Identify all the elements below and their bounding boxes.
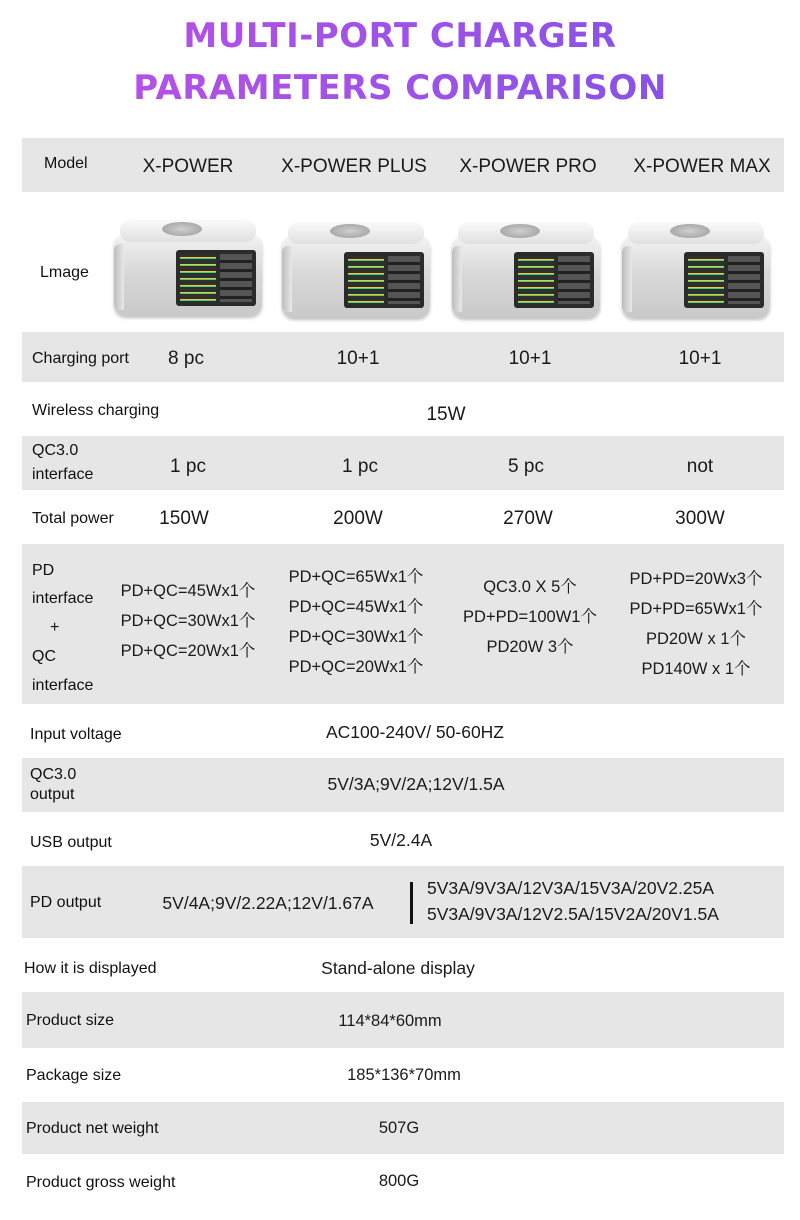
qc-interface-max: not: [686, 456, 714, 477]
wireless-charging-label: Wireless charging: [32, 402, 160, 419]
pd-output-row: [22, 866, 784, 938]
net-weight-value: 507G: [378, 1119, 420, 1137]
wireless-charging-value: 15W: [426, 404, 466, 425]
usb-output-value: 5V/2.4A: [369, 830, 433, 850]
qc-output-value: 5V/3A;9V/2A;12V/1.5A: [327, 774, 505, 794]
model-x-power-max: X-POWER MAX: [633, 156, 771, 177]
qc-interface-x-power: 1 pc: [170, 456, 206, 477]
input-voltage-row: [22, 704, 784, 758]
pd-qc-plus-line: PD+QC=20Wx1个: [288, 658, 424, 676]
pd-output-label: PD output: [30, 894, 102, 911]
pd-qc-max-line: PD140W x 1个: [641, 660, 751, 678]
qc-interface-pro: 5 pc: [508, 456, 544, 477]
pd-output-x-power: 5V/4A;9V/2.22A;12V/1.67A: [162, 893, 374, 913]
pd-output-value-line1: 5V3A/9V3A/12V3A/15V3A/20V2.25A: [427, 878, 715, 898]
model-x-power-pro: X-POWER PRO: [459, 156, 597, 177]
model-x-power-plus: X-POWER PLUS: [281, 156, 427, 177]
qc-output-label-line2: output: [30, 786, 75, 803]
model-label: Model: [44, 155, 88, 172]
page-title-line1: MULTI-PORT CHARGER: [0, 16, 800, 56]
pd-qc-pro: [463, 572, 597, 662]
wireless-charging-row: [22, 382, 784, 436]
qc-interface-plus: 1 pc: [342, 456, 378, 477]
pd-qc-label-line1: PD: [32, 562, 55, 579]
model-x-power: X-POWER: [142, 156, 234, 177]
qc-interface-row: [22, 436, 784, 490]
model-header-row: [22, 138, 784, 192]
charging-port-label: Charging port: [32, 350, 129, 367]
pd-qc-plus: [289, 562, 424, 682]
pd-qc-pro-line: PD20W 3个: [486, 638, 574, 656]
charger-device-icon: [114, 234, 262, 316]
package-size-value: 185*136*70mm: [347, 1066, 461, 1084]
pd-qc-max-line: PD+PD=20Wx3个: [629, 570, 763, 588]
gross-weight-row: [22, 1156, 784, 1210]
package-size-label: Package size: [26, 1067, 122, 1084]
image-row: [22, 192, 784, 332]
pd-qc-pro-line: PD+PD=100W1个: [463, 608, 597, 626]
input-voltage-label: Input voltage: [30, 726, 122, 743]
pd-qc-label-line4: QC: [32, 648, 56, 665]
charger-device-icon: [452, 236, 600, 318]
pd-qc-plus-line: PD+QC=30Wx1个: [288, 628, 424, 646]
pd-qc-interface-row: [22, 544, 784, 704]
charging-port-x-power: 8 pc: [168, 348, 204, 369]
pd-qc-max-line: PD20W x 1个: [646, 630, 746, 648]
pd-qc-x-power-line: PD+QC=45Wx1个: [120, 582, 256, 600]
product-size-label: Product size: [26, 1012, 115, 1029]
page-title-line2: PARAMETERS COMPARISON: [0, 68, 800, 108]
pd-qc-label-line5: interface: [32, 677, 94, 694]
display-row: [22, 938, 784, 992]
gross-weight-value: 800G: [378, 1172, 420, 1190]
net-weight-row: [22, 1102, 784, 1154]
pd-qc-x-power-line: PD+QC=20Wx1个: [120, 642, 256, 660]
pd-qc-x-power-line: PD+QC=30Wx1个: [120, 612, 256, 630]
total-power-max: 300W: [675, 508, 725, 529]
total-power-label: Total power: [32, 510, 114, 527]
product-size-value: 114*84*60mm: [338, 1012, 442, 1030]
image-label: Lmage: [40, 264, 89, 281]
package-size-row: [22, 1048, 784, 1102]
qc-output-label-line1: QC3.0: [30, 766, 77, 783]
input-voltage-value: AC100-240V/ 50-60HZ: [325, 722, 505, 742]
display-value: Stand-alone display: [321, 958, 475, 978]
total-power-plus: 200W: [333, 508, 383, 529]
total-power-x-power: 150W: [159, 508, 209, 529]
charging-port-row: [22, 332, 784, 382]
pd-qc-x-power: [121, 576, 256, 666]
total-power-pro: 270W: [503, 508, 553, 529]
product-size-row: [22, 992, 784, 1048]
display-label: How it is displayed: [24, 960, 157, 977]
charger-device-icon: [622, 236, 770, 318]
pd-qc-pro-line: QC3.0 X 5个: [483, 578, 577, 596]
pd-qc-plus-line: PD+QC=45Wx1个: [288, 598, 424, 616]
qc-output-row: [22, 758, 784, 812]
charging-port-pro: 10+1: [508, 348, 552, 369]
pd-output-divider: [410, 882, 413, 924]
total-power-row: [22, 490, 784, 544]
qc-interface-label-line1: QC3.0: [32, 442, 79, 459]
pd-qc-label-line2: interface: [32, 590, 94, 607]
gross-weight-label: Product gross weight: [26, 1174, 176, 1191]
pd-output-value-line2: 5V3A/9V3A/12V2.5A/15V2A/20V1.5A: [427, 904, 719, 924]
pd-qc-label-line3: +: [50, 619, 60, 636]
charging-port-plus: 10+1: [336, 348, 380, 369]
usb-output-row: [22, 812, 784, 866]
pd-qc-max: [630, 564, 763, 684]
charging-port-max: 10+1: [678, 348, 722, 369]
charger-device-icon: [282, 236, 430, 318]
pd-qc-max-line: PD+PD=65Wx1个: [629, 600, 763, 618]
net-weight-label: Product net weight: [26, 1120, 159, 1137]
qc-interface-label-line2: interface: [32, 466, 94, 483]
pd-qc-plus-line: PD+QC=65Wx1个: [288, 568, 424, 586]
usb-output-label: USB output: [30, 834, 112, 851]
